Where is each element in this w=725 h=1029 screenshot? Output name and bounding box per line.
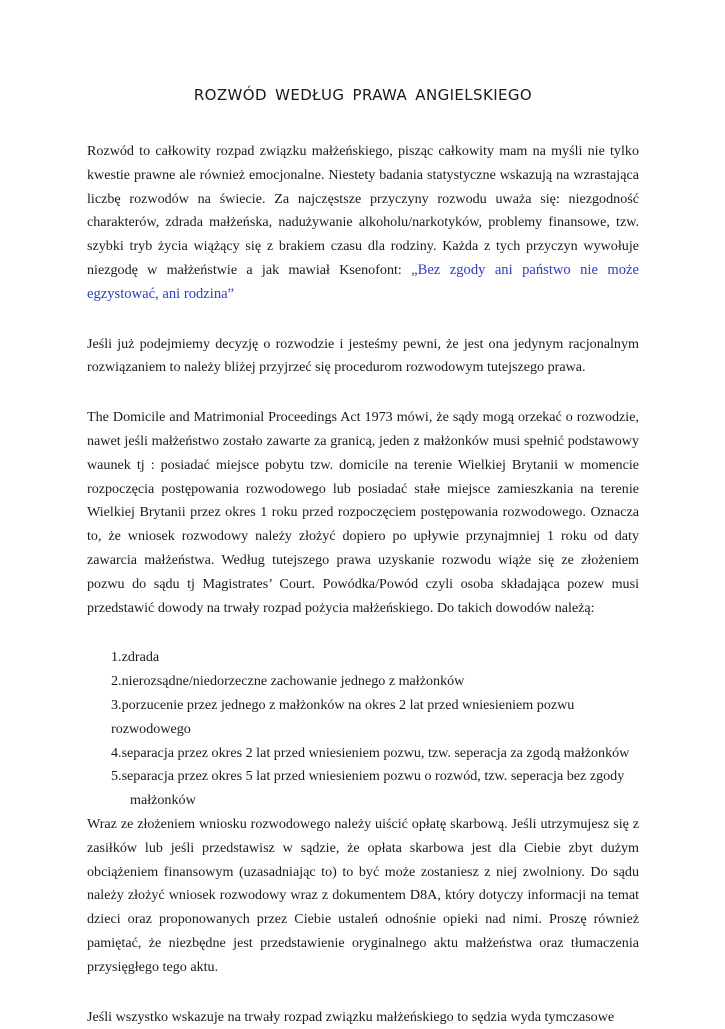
paragraph-fee: Wraz ze złożeniem wniosku rozwodowego należy uiścić opłatę skarbową. Jeśli utrzymujesz się z zasiłków lub jeśli przedstawisz w sądzie, że opłata skarbowa jest dla Ciebie zbyt dużym obciążeniem finansowym (uzasadniając to) to być może zostaniesz z niej zwolniony. Do sądu należy złożyć wniosek rozwodowy wraz z dokumentem D8A, który dotyczy informacji na temat dzieci oraz proponowanych przez Ciebie ustaleń odnośnie opieki nad nimi. Proszę również pamiętać, że niezbędne jest przedstawienie oryginalnego aktu małżeństwa oraz tłumaczenia przysięgłego tego aktu. xyxy=(87,813,639,980)
evidence-list xyxy=(87,646,639,813)
paragraph-final: Jeśli wszystko wskazuje na trwały rozpad związku małżeńskiego to sędzia wyda tymczasowe xyxy=(87,1006,639,1029)
list-item: 3.porzucenie przez jednego z małżonków na okres 2 lat przed wniesieniem pozwu rozwodowego xyxy=(87,694,639,742)
paragraph-act: The Domicile and Matrimonial Proceedings Act 1973 mówi, że sądy mogą orzekać o rozwodzie, nawet jeśli małżeństwo zostało zawarte za granicą, jeden z małżonków musi spełnić podstawowy waunek tj : posiadać miejsce pobytu tzw. domicile na terenie Wielkiej Brytanii w momencie rozpoczęcia postępowania rozwodowego lub posiadać stałe miejsce zamieszkania na terenie Wielkiej Brytanii przez okres 1 roku przed rozpoczęciem postępowania rozwodowego. Oznacza to, że wniosek rozwodowy należy złożyć dopiero po upływie przynajmniej 1 roku od daty zawarcia małżeństwa. Według tutejszego prawa uzyskanie rozwodu wiąże się ze złożeniem pozwu do sądu tj Magistrates’ Court. Powódka/Powód czyli osoba składająca pozew musi przedstawić dowody na trwały rozpad pożycia małżeńskiego. Do takich dowodów należą: xyxy=(87,406,639,620)
list-item-text: 5.separacja przez okres 5 lat przed wniesieniem pozwu o rozwód, tzw. seperacja bez zgody xyxy=(111,768,624,784)
paragraph-intro xyxy=(87,140,639,307)
list-item: 1.zdrada xyxy=(87,646,639,670)
document-title: ROZWÓD WEDŁUG PRAWA ANGIELSKIEGO xyxy=(87,86,639,104)
paragraph-decision: Jeśli już podejmiemy decyzję o rozwodzie i jesteśmy pewni, że jest ona jedynym racjonalnym rozwiązaniem to należy bliżej przyjrzeć się procedurom rozwodowym tutejszego prawa. xyxy=(87,333,639,381)
list-item-continuation: małżonków xyxy=(111,789,639,813)
list-item: 2.nierozsądne/niedorzeczne zachowanie jednego z małżonków xyxy=(87,670,639,694)
list-item: 4.separacja przez okres 2 lat przed wniesieniem pozwu, tzw. seperacja za zgodą małżonków xyxy=(87,742,639,766)
document-page xyxy=(87,86,639,1029)
xenophon-quote: „Bez zgody ani państwo nie może egzystować, ani rodzina” xyxy=(87,262,639,302)
paragraph-intro-text: Rozwód to całkowity rozpad związku małżeńskiego, pisząc całkowity mam na myśli nie tylko kwestie prawne ale również emocjonalne. Niestety badania statystyczne wskazują na wzrastająca liczbę rozwodów na świecie. Za najczęstsze przyczyny rozwodu uważa się: niezgodność charakterów, zdrada małżeńska, nadużywanie alkoholu/narkotyków, problemy finansowe, tzw. szybki tryb życia wiążący się z brakiem czasu dla rodziny. Każda z tych przyczyn wywołuje niezgodę w małżeństwie a jak mawiał Ksenofont: xyxy=(87,143,639,278)
list-item xyxy=(87,765,639,813)
